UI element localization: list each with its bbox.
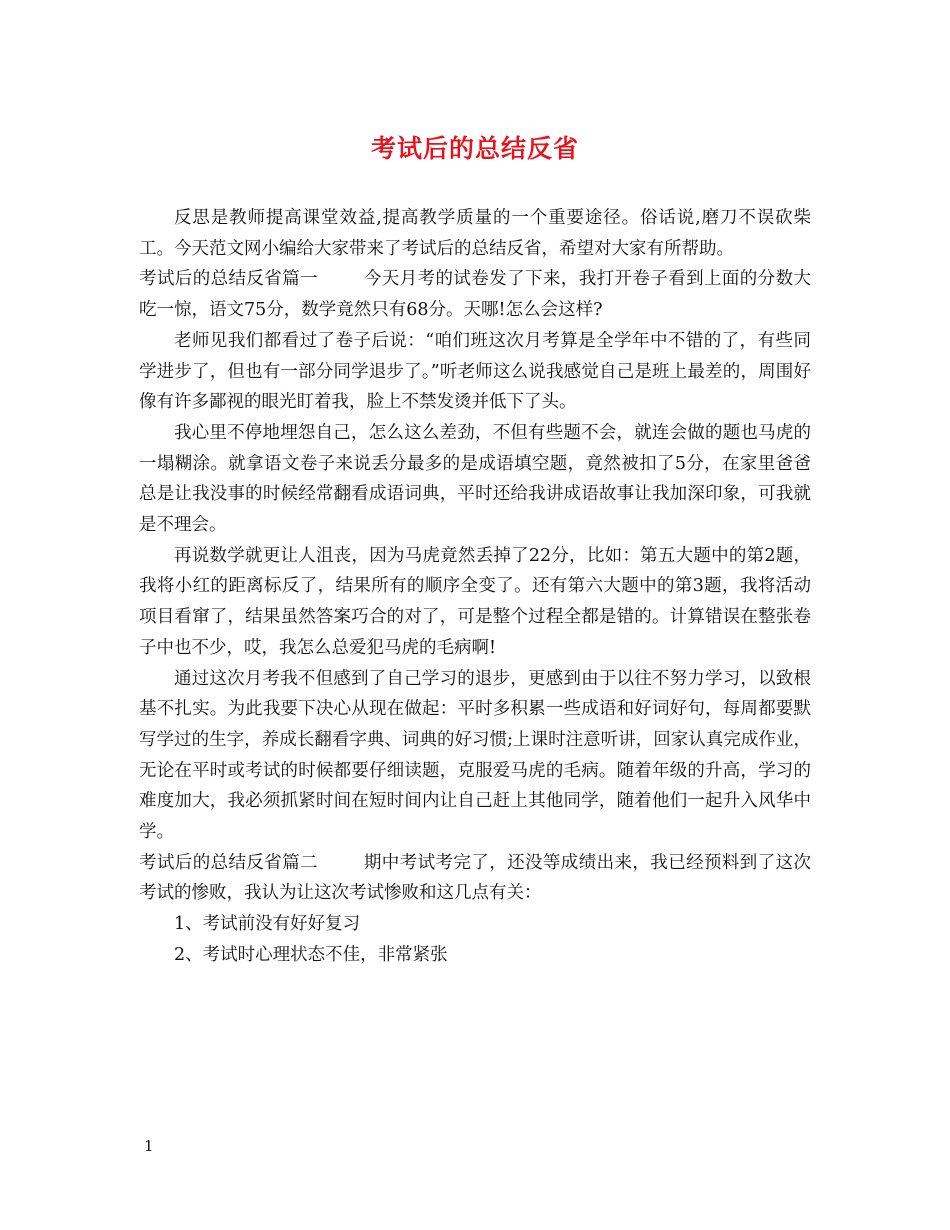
paragraph-teacher-comment: 老师见我们都看过了卷子后说：“咱们班这次月考算是全学年中不错的了，有些同学进步了，但也有一部分同学退步了。”听老师这么说我感觉自己是班上最差的，周围好像有许多鄙视的眼光盯着我，脸上不禁发烫并低下了头。 — [139, 330, 811, 413]
paragraph-math-mistakes: 再说数学就更让人沮丧，因为马虎竟然丢掉了22分，比如：第五大题中的第2题，我将小红的距离标反了，结果所有的顺序全变了。还有第六大题中的第3题，我将活动项目看窜了，结果虽然答案巧合的对了，可是整个过程全都是错的。计算错误在整张卷子中也不少，哎，我怎么总爱犯马虎的毛病啊! — [139, 545, 811, 658]
section-one-label: 考试后的总结反省篇一 — [139, 269, 318, 290]
section-two-text: 期中考试考完了，还没等成绩出来，我已经预料到了这次考试的惨败，我认为让这次考试惨败和这几点有关： — [139, 852, 811, 904]
document-body — [139, 203, 811, 971]
document-title: 考试后的总结反省 — [370, 134, 579, 163]
section-two-label: 考试后的总结反省篇二 — [139, 852, 318, 873]
list-item-one: 1、考试前没有好好复习 — [174, 914, 361, 935]
paragraph-section-one — [139, 264, 811, 325]
list-item-two: 2、考试时心理状态不佳，非常紧张 — [174, 944, 448, 965]
paragraph-resolution: 通过这次月考我不但感到了自己学习的退步，更感到由于以往不努力学习，以致根基不扎实。为此我要下决心从现在做起：平时多积累一些成语和好词好句，每周都要默写学过的生字，养成长翻看字典、词典的好习惯;上课时注意听讲，回家认真完成作业，无论在平时或考试的时候都要仔细读题，克服爱马虎的毛病。随着年级的升高，学习的难度加大，我必须抓紧时间在短时间内让自己赶上其他同学，随着他们一起升入风华中学。 — [139, 668, 811, 843]
page-number: 1 — [144, 1137, 154, 1155]
paragraph-section-two — [139, 848, 811, 909]
paragraph-intro: 反思是教师提高课堂效益,提高教学质量的一个重要途径。俗话说,磨刀不误砍柴工。今天范文网小编给大家带来了考试后的总结反省，希望对大家有所帮助。 — [139, 208, 811, 259]
paragraph-self-blame: 我心里不停地埋怨自己，怎么这么差劲，不但有些题不会，就连会做的题也马虎的一塌糊涂。就拿语文卷子来说丢分最多的是成语填空题，竟然被扣了5分，在家里爸爸总是让我没事的时候经常翻看成语词典，平时还给我讲成语故事让我加深印象，可我就是不理会。 — [139, 422, 811, 536]
section-one-text: 今天月考的试卷发了下来，我打开卷子看到上面的分数大吃一惊，语文75分，数学竟然只有68分。天哪!怎么会这样? — [139, 269, 811, 321]
